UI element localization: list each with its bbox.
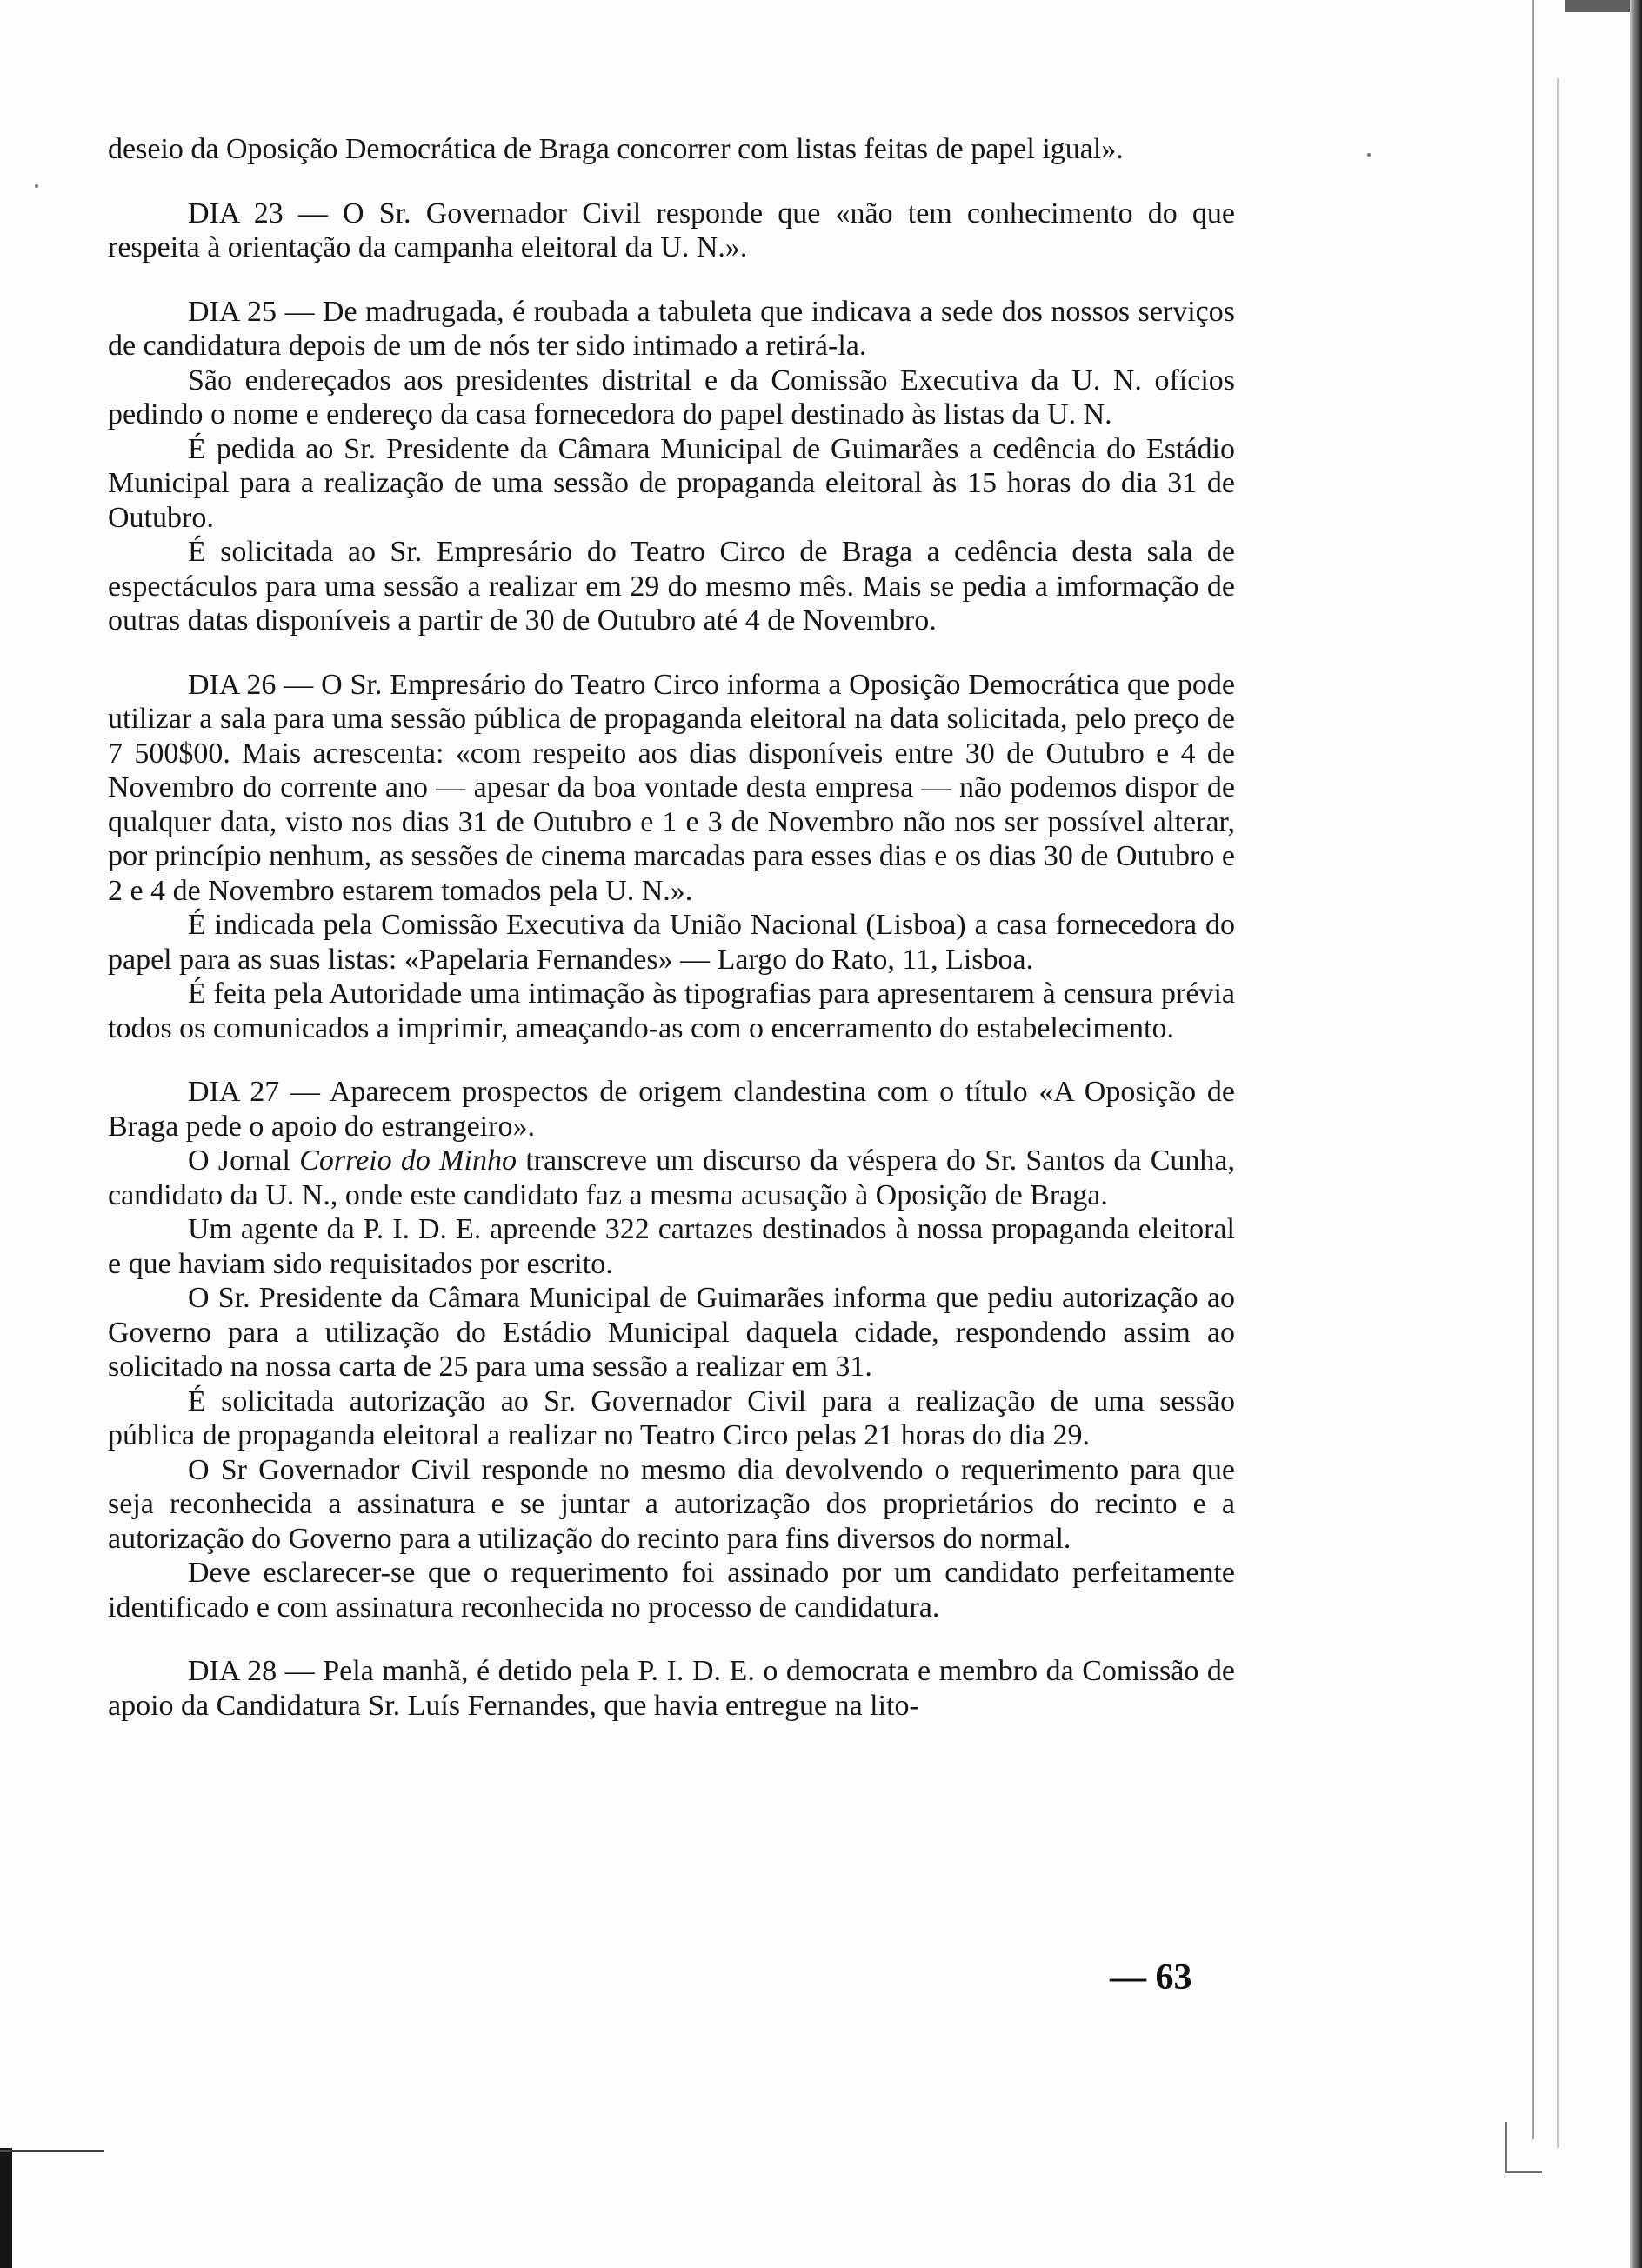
scan-speck bbox=[1367, 153, 1371, 157]
scan-edge-left bbox=[0, 2148, 12, 2268]
paragraph-dia-23: DIA 23 — O Sr. Governador Civil responde que «não tem conhecimento do que respeita à orientação da campanha eleitoral da U. N.». bbox=[108, 197, 1235, 263]
scan-edge-line bbox=[0, 2150, 104, 2152]
page-number: — 63 bbox=[1110, 1958, 1192, 1998]
text-span: O Jornal bbox=[188, 1144, 300, 1177]
paragraph: O Sr. Presidente da Câmara Municipal de Guimarães informa que pediu autorização ao Governo para a utilização do Estádio Municipal daquela cidade, respondendo assim ao solicitado na nossa carta de 25 para uma sessão a realizar em 31. bbox=[108, 1282, 1235, 1383]
paragraph-correio bbox=[108, 1144, 1235, 1212]
paragraph: Um agente da P. I. D. E. apreende 322 cartazes destinados à nossa propaganda eleitoral e que haviam sido requisitados por escrito. bbox=[108, 1213, 1235, 1280]
paragraph: O Sr Governador Civil responde no mesmo dia devolvendo o requerimento para que seja reconhecida a assinatura e se juntar a autorização dos proprietários do recinto e a autorização do Governo para a utilização do recinto para fins diversos do normal. bbox=[108, 1453, 1235, 1555]
scan-edge-line bbox=[1557, 78, 1559, 2148]
scan-edge-right bbox=[1630, 0, 1642, 2268]
paragraph: São endereçados aos presidentes distrital e da Comissão Executiva da U. N. ofícios pedindo o nome e endereço da casa fornecedora do papel destinado às listas da U. N. bbox=[108, 364, 1235, 430]
newspaper-title: Correio do Minho bbox=[299, 1144, 517, 1177]
paragraph: É pedida ao Sr. Presidente da Câmara Municipal de Guimarães a cedência do Estádio Municipal para a realização de uma sessão de propaganda eleitoral às 15 horas do dia 31 de Outubro. bbox=[108, 432, 1235, 534]
paragraph: É feita pela Autoridade uma intimação às tipografias para apresentarem à censura prévia todos os comunicados a imprimir, ameaçando-as com o encerramento do estabelecimento. bbox=[108, 977, 1235, 1044]
text-span: transcreve um discurso da véspera do Sr. Santos da Cunha, candidato da U. N., onde este candidato faz a mesma acusação à Oposição de Braga. bbox=[108, 1144, 1235, 1211]
paragraph-dia-26: DIA 26 — O Sr. Empresário do Teatro Circo informa a Oposição Democrática que pode utilizar a sala para uma sessão pública de propaganda eleitoral na data solicitada, pelo preço de 7 500$00. Mais acrescenta: «com respeito aos dias disponíveis entre 30 de Outubro e 4 de Novembro do corrente ano — apesar da boa vontade desta empresa — não podemos dispor de qualquer data, visto nos dias 31 de Outubro e 1 e 3 de Novembro não nos ser possível alterar, por princípio nenhum, as sessões de cinema marcadas para esses dias e os dias 30 de Outubro e 2 e 4 de Novembro estarem tomados pela U. N.». bbox=[108, 668, 1235, 907]
scan-speck bbox=[35, 184, 38, 188]
paragraph-dia-25: DIA 25 — De madrugada, é roubada a tabuleta que indicava a sede dos nossos serviços de candidatura depois de um de nós ter sido intimado a retirá-la. bbox=[108, 295, 1235, 362]
paragraph: É solicitada autorização ao Sr. Governador Civil para a realização de uma sessão pública de propaganda eleitoral a realizar no Teatro Circo pelas 21 horas do dia 29. bbox=[108, 1384, 1235, 1451]
paragraph-dia-28: DIA 28 — Pela manhã, é detido pela P. I. D. E. o democrata e membro da Comissão de apoio da Candidatura Sr. Luís Fernandes, que havia entregue na lito- bbox=[108, 1655, 1235, 1722]
paragraph: deseio da Oposição Democrática de Braga concorrer com listas feitas de papel igual». bbox=[108, 133, 1124, 165]
paragraph-dia-27: DIA 27 — Aparecem prospectos de origem clandestina com o título «A Oposição de Braga pede o apoio do estrangeiro». bbox=[108, 1076, 1235, 1143]
scan-edge-top bbox=[1565, 0, 1630, 12]
body-text bbox=[108, 132, 1235, 1723]
paragraph: Deve esclarecer-se que o requerimento foi assinado por um candidato perfeitamente identificado e com assinatura reconhecida no processo de candidatura. bbox=[108, 1557, 1235, 1624]
scan-edge-line bbox=[1532, 0, 1534, 2139]
paragraph: É indicada pela Comissão Executiva da União Nacional (Lisboa) a casa fornecedora do papel para as suas listas: «Papelaria Fernandes» — Largo do Rato, 11, Lisboa. bbox=[108, 909, 1235, 976]
paragraph: É solicitada ao Sr. Empresário do Teatro Circo de Braga a cedência desta sala de espectáculos para uma sessão a realizar em 29 do mesmo mês. Mais se pedia a imformação de outras datas disponíveis a partir de 30 de Outubro até 4 de Novembro. bbox=[108, 536, 1235, 637]
scan-edge-bracket bbox=[1505, 2122, 1542, 2173]
